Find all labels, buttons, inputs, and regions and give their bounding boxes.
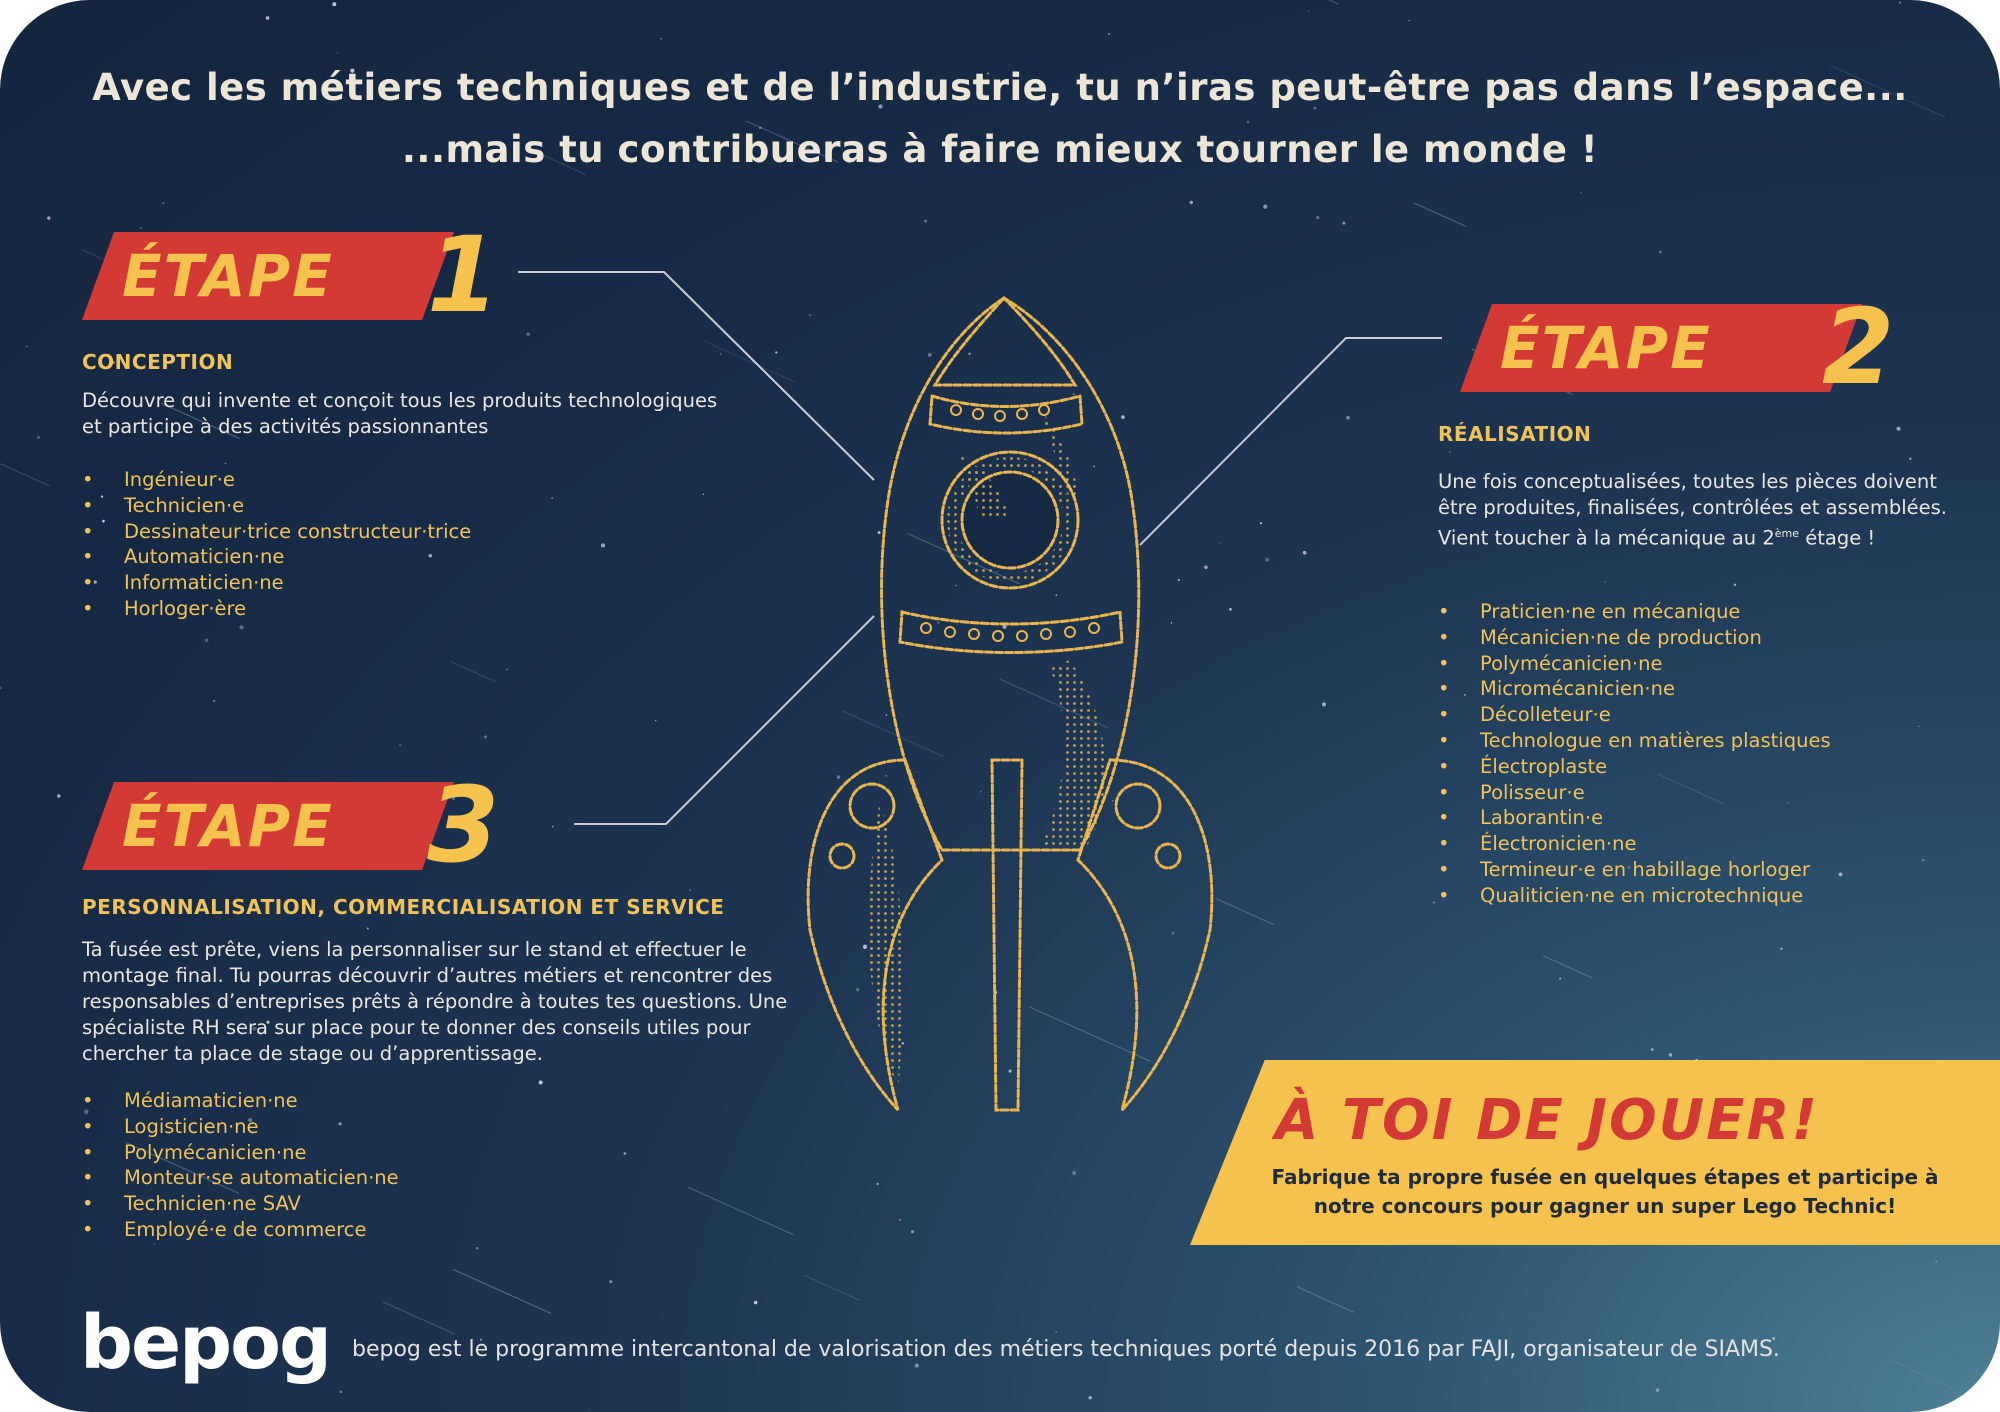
list-item: • Micromécanicien·ne — [1438, 676, 1831, 702]
step-1-number: 1 — [427, 214, 500, 336]
list-item: • Termineur·e en habillage horloger — [1438, 857, 1831, 883]
step-2-description-end: étage ! — [1799, 526, 1876, 550]
connector-line-step-3 — [574, 616, 874, 824]
list-item: • Dessinateur·trice constructeur·trice — [82, 519, 471, 545]
step-1-description: Découvre qui invente et conçoit tous les produits technologiques et participe à des activités passionnantes — [82, 389, 718, 438]
step-1-banner — [82, 214, 502, 336]
step-2-description-sup: ème — [1774, 527, 1800, 540]
list-item: • Polymécanicien·ne — [1438, 651, 1831, 677]
list-item: • Mécanicien·ne de production — [1438, 625, 1831, 651]
step-3-number: 3 — [427, 764, 500, 886]
connector-line-step-2 — [1140, 338, 1442, 545]
rocket-drawing — [808, 298, 1212, 1110]
list-item: • Technologue en matières plastiques — [1438, 728, 1831, 754]
list-item: • Horloger·ère — [82, 596, 471, 622]
cta-text: Fabrique ta propre fusée en quelques étapes et participe à notre concours pour gagner un super Lego Technic! — [1271, 1165, 1939, 1218]
bepog-logo: bepog — [80, 1300, 330, 1386]
step-2-word: ÉTAPE — [1500, 314, 1712, 382]
connector-line-step-1 — [518, 272, 874, 480]
list-item: • Décolleteur·e — [1438, 702, 1831, 728]
list-item: • Logisticien·ne — [82, 1114, 399, 1140]
rocket-lower-band — [900, 612, 1122, 653]
list-item: • Polisseur·e — [1438, 780, 1831, 806]
list-item: • Électronicien·ne — [1438, 831, 1831, 857]
step-3-banner — [82, 764, 602, 886]
list-item: • Employé·e de commerce — [82, 1217, 399, 1243]
list-item: • Technicien·ne SAV — [82, 1191, 399, 1217]
step-3-description: Ta fusée est prête, viens la personnaliser sur le stand et effectuer le montage final. Tu pourras découvrir d’autres métiers et rencontrer des responsables d’entreprises prêts à répondre à toutes tes questions. Une spécialiste RH sera sur place pour te donner des conseils utiles pour chercher ta place de stage ou d’apprentissage. — [82, 938, 788, 1065]
list-item: • Technicien·e — [82, 493, 471, 519]
list-item: • Praticien·ne en mécanique — [1438, 599, 1831, 625]
step-1-title: CONCEPTION — [82, 350, 234, 374]
list-item: • Informaticien·ne — [82, 570, 471, 596]
headline-line-2: ...mais tu contribueras à faire mieux tourner le monde ! — [401, 128, 1599, 171]
rocket-shading — [869, 410, 1106, 1090]
step-3-word: ÉTAPE — [122, 792, 334, 860]
step-1-job-list — [82, 467, 471, 622]
step-2-description-main: Une fois conceptualisées, toutes les pièces doivent être produites, finalisées, contrôlées et assemblées. Vient toucher à la mécanique au 2 — [1438, 470, 1948, 550]
list-item: • Automaticien·ne — [82, 544, 471, 570]
headline-line-1: Avec les métiers techniques et de l’industrie, tu n’iras peut-être pas dans l’espace... — [92, 66, 1908, 109]
list-item: • Laborantin·e — [1438, 805, 1831, 831]
step-2-number: 2 — [1822, 286, 1895, 408]
step-3-job-list — [82, 1088, 399, 1243]
step-2-title: RÉALISATION — [1438, 422, 1592, 446]
list-item: • Électroplaste — [1438, 754, 1831, 780]
step-1-word: ÉTAPE — [122, 242, 334, 310]
step-3-title: PERSONNALISATION, COMMERCIALISATION ET SERVICE — [82, 895, 725, 919]
list-item: • Médiamaticien·ne — [82, 1088, 399, 1114]
list-item: • Polymécanicien·ne — [82, 1140, 399, 1166]
cta-title: À TOI DE JOUER! — [1275, 1088, 1820, 1153]
list-item: • Ingénieur·e — [82, 467, 471, 493]
list-item: • Monteur·se automaticien·ne — [82, 1165, 399, 1191]
step-2-job-list — [1438, 599, 1831, 909]
rocket-center-fin — [992, 760, 1022, 1110]
step-2-banner — [1460, 286, 1960, 408]
list-item: • Qualiticien·ne en microtechnique — [1438, 883, 1831, 909]
footer-text: bepog est le programme intercantonal de valorisation des métiers techniques porté depuis 2016 par FAJI, organisateur de SIAMS. — [352, 1337, 1780, 1362]
step-2-description — [1438, 469, 1958, 552]
